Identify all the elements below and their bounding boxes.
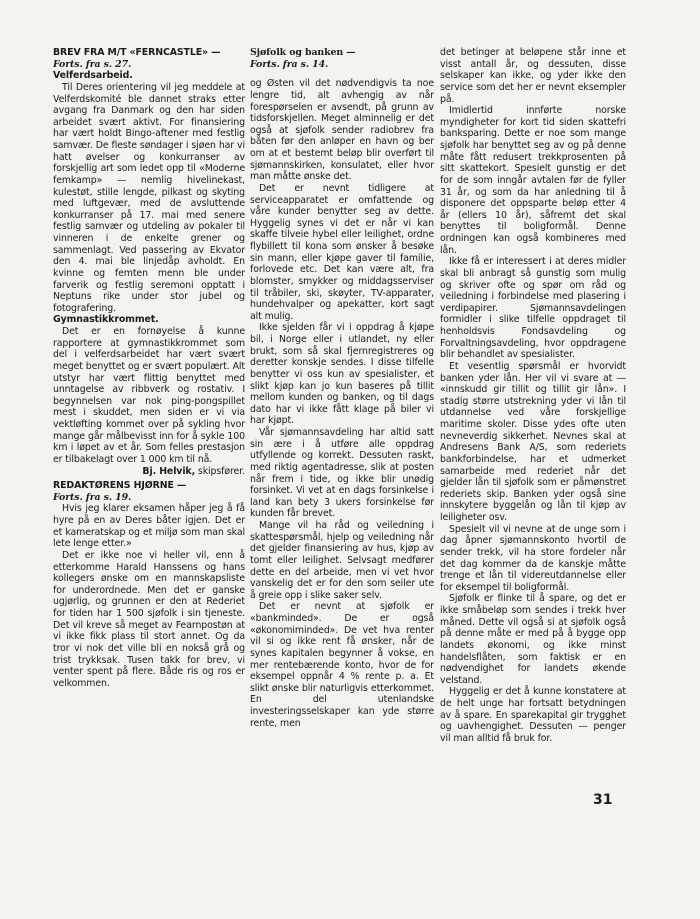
article-title-sjofolk-og-banken: Sjøfolk og banken —	[250, 47, 356, 58]
article-title-brev: BREV FRA M/T «FERNCASTLE» —	[53, 47, 221, 58]
paragraph: Sjøfolk er flinke til å spare, og det er ikke småbeløp som sendes i trekk hver måned. Dette vil også si at sjøfolk også på denne måte er med på å bygge opp landets økonomi, og ikke minst handelsflåten, som faktisk er en nødvendighet for landets økende velstand.	[440, 593, 626, 686]
continued-from-note: Forts. fra s. 27.	[53, 58, 132, 70]
paragraph: det betinger at beløpene står inne et visst antall år, og dessuten, disse selskaper kan ikke, og yder ikke den service som det her er nevnt eksempler på.	[440, 47, 626, 105]
paragraph-gymnastikkrommet: Det er en fornøyelse å kunne rapportere at gymnastikkrommet som del i velferdsarbeidet har vært svært meget benyttet og er svært populært. Alt utstyr har vært flittig benyttet med unntagelse av ribbverk og rostativ. I begynnelsen var nok ping-pongspillet mest i skuddet, men siden er vi via vektløfting kommet over på sykling hvor mange går målbevisst inn for å sykle 100 km i løpet av et år. Som felles prestasjon er tilbakelagt over 1 000 km til nå.	[53, 326, 245, 465]
paragraph: Hyggelig er det å kunne konstatere at de helt unge har fortsatt betydningen av å spare. En sparekapital gir trygghet og uavhengighet. Dessuten — penger vil man alltid få bruk for.	[440, 686, 626, 744]
paragraph: Vår sjømannsavdeling har altid satt sin ære i å utføre alle oppdrag utfyllende og korrekt. Dessuten raskt, med riktig agentadresse, slik at posten når frem i tide, og ikke blir unødig forsinket. Vi vet at en dags forsinkelse i land kan bety 3 ukers forsinkelse før kunden får brevet.	[250, 427, 434, 520]
page-number: 31	[593, 792, 613, 808]
continued-from-note: Forts. fra s. 14.	[250, 58, 329, 70]
paragraph: Det er nevnt at sjøfolk er «bankminded». De er også «økonomiminded». De vet hva renter vil si og ikke rent få ønsker, når de synes kapitalen begynner å vokse, en mer rentebærende konto, hvor de for eksempel oppnår 4 % rente p. a. Et slikt ønske blir naturligvis etterkommet. En del utenlandske investeringsselskaper kan yde større rente, men	[250, 601, 434, 729]
article-title-redaktorens-hjorne: REDAKTØRENS HJØRNE —	[53, 480, 187, 492]
paragraph: og Østen vil det nødvendigvis ta noe lengre tid, alt avhengig av når forespørselen er avsendt, på grunn av tidsforskjellen. Meget alminnelig er det også at sjøfolk sender radiobrev fra båten før den anløper en havn og ber om at et bestemt beløp blir overført til sjømannskirken, konsulatet, eller hvor man måtte ønske det.	[250, 78, 434, 183]
paragraph: Ikke få er interessert i at deres midler skal bli anbragt så gunstig som mulig og skriver ofte og spør om råd og veiledning i forbindelse med plasering i verdipapirer. Sjømannsavdelingen formidler i slike tilfelle oppdraget til henholdsvis Fondsavdeling og Forvaltningsavdeling, hvor oppdragene blir behandlet av spesialister.	[440, 256, 626, 361]
paragraph: Det er nevnt tidligere at serviceapparatet er omfattende og våre kunder benytter seg av dette. Hyggelig synes vi det er når vi kan skaffe tilveie hybel eller leilighet, ordne flybillett til kona som ønsker å besøke sin mann, eller kjøpe gaver til familie, forlovede etc. Det kan være alt, fra blomster, smykker og middagsserviser til tråbiler, ski, skøyter, TV-apparater, hundehvalper og apekatter, kort sagt alt mulig.	[250, 182, 434, 322]
paragraph: Hvis jeg klarer eksamen håper jeg å få hyre på en av Deres båter igjen. Det er et kameratskap og et miljø som man skal lete lenge etter.»	[53, 503, 245, 550]
paragraph-velferdsarbeid: Til Deres orientering vil jeg meddele at Velferdskomité ble dannet straks etter avgang fra Danmark og den har siden arbeidet svært aktivt. For finansiering har vært holdt Bingo-aftener med festlig samvær. De fleste søndager i sjøen har vi hatt øvelser og konkurranser av forskjellig art som ledet opp til «Moderne femkamp» — nemlig hivelinekast, kulestøt, stille lengde, pilkast og skyting med luftgevær, med de avsluttende konkurranser på 17. mai med senere festlig samvær og utdeling av pokaler til vinneren i de enkelte grener og sammenlagt. Ved passering av Ekvator den 4. mai ble linjedåp avholdt. En kvinne og femten menn ble under farverik og festlig seremoni opptatt i Neptuns rike under stor jubel og fotografering.	[53, 81, 245, 314]
paragraph: Imidlertid innførte norske myndigheter for kort tid siden skattefri banksparing. Dette er noe som mange sjøfolk har benyttet seg av og på denne måte fått redusert trekkprosenten på sitt skattekort. Spesielt gunstig er det for de som inngår avtalen før de fyller 31 år, og som da har anledning til å disponere det oppsparte beløp etter 4 år (ellers 10 år), såfremt det skal benyttes til boligformål. Denne ordningen kan også kombineres med lån.	[440, 105, 626, 256]
paragraph: Et vesentlig spørsmål er hvorvidt banken yder lån. Her vil vi svare at — «innskudd gir tillit og tillit gir lån». I stadig større utstrekning yder vi lån til utdannelse ved våre forskjellige maritime skoler. Disse ydes ofte uten nevneverdig sikkerhet. Nevnes skal at Andresens Bank A/S, som rederiets bankforbindelse, har et udmerket samarbeide med rederiet når det gjelder lån til sjøfolk som er påmønstret rederiets skip. Banken yder også sine innskytere byggelån og lån til kjøp av leiligheter osv.	[440, 360, 626, 523]
paragraph: Det er ikke noe vi heller vil, enn å etterkomme Harald Hanssens og hans kollegers ønske om en mannskapsliste for underordnede. Men det er ganske ugjørlig, og grunnen er den at Rederiet for tiden har 1 500 sjøfolk i sin tjeneste. Det vil kreve så meget av Fearnpostøn at vi ikke fikk plass til stort annet. Og da tror vi nok det ville bli en nokså grå og trist trykksak. Tusen takk for brev, vi venter spent på flere. Både ris og ros er velkommen.	[53, 549, 245, 689]
signature-name: Bj. Helvik,	[142, 465, 196, 477]
column-right	[440, 47, 626, 745]
paragraph: Mange vil ha råd og veiledning i skattespørsmål, hjelp og veiledning når det gjelder finansiering av hus, kjøp av tomt eller leilighet. Selvsagt medfører dette en del arbeide, men vi vet hvor vanskelig det er for den som seiler ute å greie opp i slike saker selv.	[250, 520, 434, 601]
column-left	[53, 47, 245, 689]
continued-from-note: Forts. fra s. 19.	[53, 491, 132, 503]
section-heading-velferdsarbeid: Velferdsarbeid.	[53, 70, 133, 82]
paragraph: Spesielt vil vi nevne at de unge som i dag åpner sjømannskonto hvortil de sender trekk, vil ha store fordeler når det dag kommer da de kanskje måtte trenge et lån til videreutdannelse eller for eksempel til boligformål.	[440, 523, 626, 593]
paragraph: Ikke sjelden får vi i oppdrag å kjøpe bil, i Norge eller i utlandet, ny eller brukt, som så skal fjernregistreres og deretter konskje sendes. I disse tilfelle benytter vi oss kun av spesialister, et slikt kjøp kan jo kun baseres på tillit mellom kunden og banken, og til dags dato har vi ikke fått klage på biler vi har kjøpt.	[250, 322, 434, 427]
section-heading-gymnastikkrommet: Gymnastikkrommet.	[53, 314, 159, 326]
signature	[53, 466, 245, 478]
column-middle	[250, 47, 434, 729]
signature-title: skipsfører.	[195, 465, 245, 477]
